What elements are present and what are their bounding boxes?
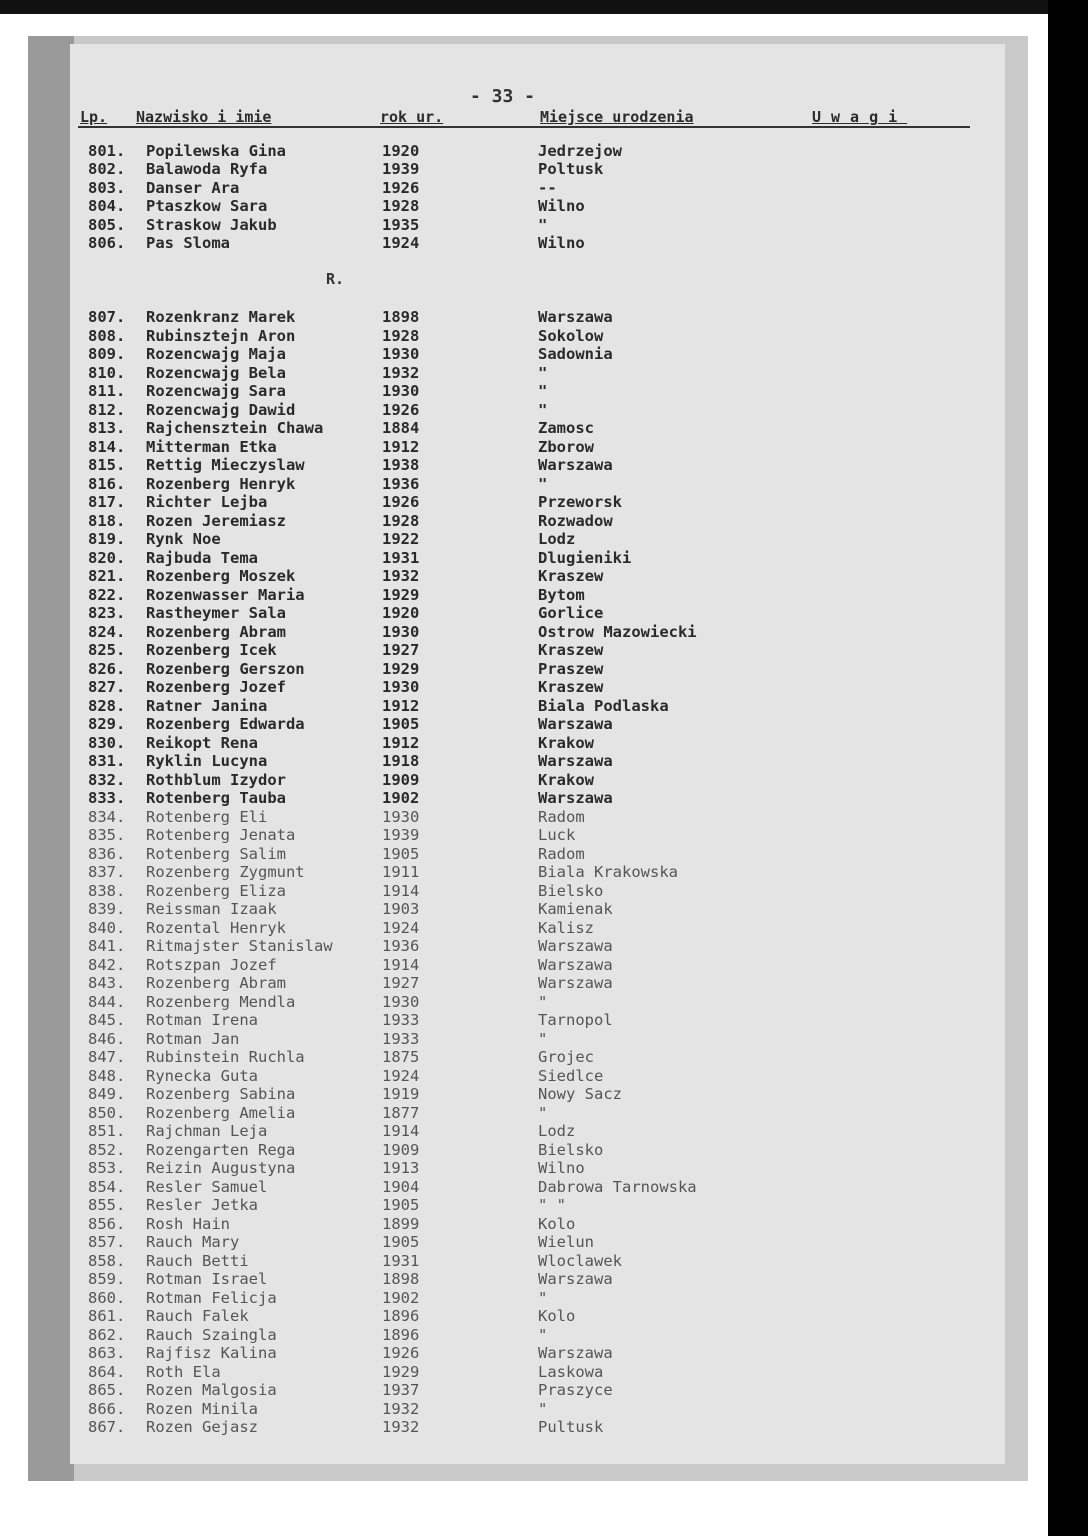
row-number: 832. — [88, 770, 126, 789]
birth-place: Przeworsk — [538, 493, 622, 511]
person-name: Reizin Augustyna — [146, 1159, 296, 1177]
row-number: 858. — [88, 1251, 126, 1270]
row-number: 809. — [88, 345, 126, 363]
birth-place: Biala Podlaska — [538, 696, 669, 715]
birth-place: Rozwadow — [538, 511, 613, 530]
birth-year: 1932 — [382, 567, 420, 585]
birth-year: 1932 — [382, 1418, 420, 1436]
header-no: Lp. — [80, 108, 108, 126]
birth-year: 1926 — [382, 400, 420, 419]
birth-place: Kraszew — [538, 678, 604, 696]
row-number: 835. — [88, 826, 126, 844]
birth-year: 1928 — [382, 197, 420, 216]
person-name: Rozencwajg Bela — [146, 363, 286, 382]
birth-year: 1924 — [382, 234, 420, 252]
birth-place: Bielsko — [538, 881, 604, 900]
person-name: Rotszpan Jozef — [146, 955, 277, 974]
birth-place: Laskowa — [538, 1362, 604, 1381]
row-number: 838. — [88, 881, 126, 900]
birth-place: Kamienak — [538, 900, 613, 918]
birth-year: 1896 — [382, 1325, 420, 1344]
row-number: 853. — [88, 1159, 126, 1177]
birth-year: 1927 — [382, 974, 420, 992]
birth-place: Warszawa — [538, 752, 613, 770]
birth-place: Kolo — [538, 1307, 576, 1325]
row-number: 833. — [88, 789, 126, 807]
birth-year: 1930 — [382, 678, 420, 696]
section-letter: R. — [326, 270, 345, 288]
person-name: Rajchensztein Chawa — [146, 419, 324, 437]
birth-year: 1905 — [382, 715, 420, 733]
birth-place: " — [538, 382, 548, 400]
birth-year: 1937 — [382, 1381, 420, 1399]
person-name: Rozen Malgosia — [146, 1381, 277, 1399]
birth-place: Krakow — [538, 770, 594, 789]
row-number: 844. — [88, 992, 126, 1011]
birth-place: Sokolow — [538, 326, 604, 345]
person-name: Ratner Janina — [146, 696, 268, 715]
row-number: 815. — [88, 456, 126, 474]
row-number: 819. — [88, 530, 126, 548]
birth-year: 1931 — [382, 548, 420, 567]
birth-place: Bytom — [538, 585, 585, 604]
birth-place: " — [538, 1103, 548, 1122]
birth-year: 1931 — [382, 1251, 420, 1270]
birth-place: Siedlce — [538, 1066, 604, 1085]
birth-year: 1913 — [382, 1159, 420, 1177]
birth-place: Radom — [538, 807, 585, 826]
person-name: Rajbuda Tema — [146, 548, 258, 567]
row-number: 834. — [88, 807, 126, 826]
person-name: Rozenberg Mendla — [146, 992, 296, 1011]
row-number: 829. — [88, 715, 126, 733]
row-number: 848. — [88, 1066, 126, 1085]
person-name: Rozen Gejasz — [146, 1418, 258, 1436]
row-number: 859. — [88, 1270, 126, 1288]
birth-year: 1933 — [382, 1011, 420, 1029]
person-name: Rettig Mieczyslaw — [146, 456, 305, 474]
row-number: 861. — [88, 1307, 126, 1325]
person-name: Reikopt Rena — [146, 733, 258, 752]
row-number: 822. — [88, 585, 126, 604]
birth-year: 1898 — [382, 308, 420, 326]
birth-year: 1918 — [382, 752, 420, 770]
row-number: 804. — [88, 197, 126, 216]
person-name: Ryklin Lucyna — [146, 752, 268, 770]
row-number: 830. — [88, 733, 126, 752]
birth-place: Lodz — [538, 1122, 576, 1140]
row-number: 810. — [88, 363, 126, 382]
birth-year: 1935 — [382, 215, 420, 234]
person-name: Rozenberg Moszek — [146, 567, 296, 585]
person-name: Rozenberg Abram — [146, 622, 286, 641]
person-name: Straskow Jakub — [146, 215, 277, 234]
birth-year: 1926 — [382, 493, 420, 511]
row-number: 855. — [88, 1196, 126, 1214]
birth-year: 1920 — [382, 604, 420, 622]
person-name: Rozental Henryk — [146, 918, 286, 937]
row-number: 842. — [88, 955, 126, 974]
person-name: Rozencwajg Sara — [146, 382, 286, 400]
birth-place: Krakow — [538, 733, 594, 752]
birth-year: 1929 — [382, 659, 420, 678]
birth-place: " — [538, 1029, 548, 1048]
birth-place: Kalisz — [538, 918, 594, 937]
person-name: Richter Lejba — [146, 493, 268, 511]
row-number: 849. — [88, 1085, 126, 1103]
person-name: Rotman Irena — [146, 1011, 258, 1029]
row-number: 854. — [88, 1177, 126, 1196]
birth-place: Kolo — [538, 1214, 576, 1233]
birth-year: 1939 — [382, 826, 420, 844]
header-name: Nazwisko i imie — [136, 108, 272, 126]
birth-year: 1896 — [382, 1307, 420, 1325]
birth-place: Wilno — [538, 234, 585, 252]
row-number: 840. — [88, 918, 126, 937]
birth-year: 1929 — [382, 585, 420, 604]
birth-year: 1902 — [382, 789, 420, 807]
birth-year: 1898 — [382, 1270, 420, 1288]
person-name: Rynk Noe — [146, 530, 221, 548]
birth-year: 1930 — [382, 345, 420, 363]
person-name: Rozenberg Jozef — [146, 678, 286, 696]
birth-year: 1930 — [382, 992, 420, 1011]
row-number: 813. — [88, 419, 126, 437]
person-name: Rothblum Izydor — [146, 770, 286, 789]
header-year: rok ur. — [380, 108, 444, 126]
birth-place: Warszawa — [538, 1344, 613, 1362]
birth-year: 1924 — [382, 918, 420, 937]
person-name: Rotenberg Tauba — [146, 789, 286, 807]
person-name: Rotenberg Eli — [146, 807, 268, 826]
birth-year: 1914 — [382, 1122, 420, 1140]
person-name: Rozenberg Amelia — [146, 1103, 296, 1122]
birth-place: Gorlice — [538, 604, 604, 622]
birth-place: Wilno — [538, 1159, 585, 1177]
birth-year: 1884 — [382, 419, 420, 437]
person-name: Rotman Felicja — [146, 1288, 277, 1307]
birth-year: 1909 — [382, 770, 420, 789]
row-number: 847. — [88, 1048, 126, 1066]
paper-left-edge — [28, 36, 74, 1481]
person-name: Rozenberg Eliza — [146, 881, 286, 900]
row-number: 818. — [88, 511, 126, 530]
person-name: Resler Samuel — [146, 1177, 268, 1196]
birth-year: 1875 — [382, 1048, 420, 1066]
birth-year: 1912 — [382, 733, 420, 752]
birth-place: Warszawa — [538, 1270, 613, 1288]
birth-place: Wilno — [538, 197, 585, 216]
birth-year: 1905 — [382, 1196, 420, 1214]
header-remarks: Uwagi — [812, 108, 908, 126]
row-number: 831. — [88, 752, 126, 770]
birth-place: Warszawa — [538, 974, 613, 992]
birth-place: Dabrowa Tarnowska — [538, 1177, 697, 1196]
person-name: Rotenberg Salim — [146, 844, 286, 863]
birth-place: " — [538, 1288, 548, 1307]
row-number: 843. — [88, 974, 126, 992]
person-name: Rauch Betti — [146, 1251, 249, 1270]
birth-place: Poltusk — [538, 160, 604, 179]
birth-year: 1932 — [382, 363, 420, 382]
person-name: Rozengarten Rega — [146, 1140, 296, 1159]
birth-place: Praszew — [538, 659, 604, 678]
person-name: Rozenberg Sabina — [146, 1085, 296, 1103]
birth-place: Lodz — [538, 530, 576, 548]
row-number: 857. — [88, 1233, 126, 1251]
row-number: 839. — [88, 900, 126, 918]
row-number: 823. — [88, 604, 126, 622]
birth-place: " — [538, 1325, 548, 1344]
person-name: Resler Jetka — [146, 1196, 258, 1214]
birth-place: Warszawa — [538, 955, 613, 974]
birth-year: 1936 — [382, 937, 420, 955]
person-name: Balawoda Ryfa — [146, 160, 268, 179]
birth-place: Nowy Sacz — [538, 1085, 622, 1103]
person-name: Danser Ara — [146, 178, 240, 197]
person-name: Reissman Izaak — [146, 900, 277, 918]
birth-place: " — [538, 363, 548, 382]
birth-place: Warszawa — [538, 789, 613, 807]
birth-year: 1930 — [382, 382, 420, 400]
birth-year: 1904 — [382, 1177, 420, 1196]
row-number: 802. — [88, 160, 126, 179]
row-number: 820. — [88, 548, 126, 567]
row-number: 856. — [88, 1214, 126, 1233]
person-name: Rotman Israel — [146, 1270, 268, 1288]
person-name: Rozenwasser Maria — [146, 585, 305, 604]
birth-year: 1936 — [382, 474, 420, 493]
row-number: 863. — [88, 1344, 126, 1362]
person-name: Rosh Hain — [146, 1214, 230, 1233]
row-number: 862. — [88, 1325, 126, 1344]
birth-year: 1926 — [382, 1344, 420, 1362]
birth-year: 1930 — [382, 622, 420, 641]
birth-place: Wloclawek — [538, 1251, 622, 1270]
birth-year: 1912 — [382, 437, 420, 456]
birth-year: 1932 — [382, 1399, 420, 1418]
scan-frame-top — [0, 0, 1088, 14]
birth-year: 1877 — [382, 1103, 420, 1122]
person-name: Popilewska Gina — [146, 142, 286, 160]
row-number: 841. — [88, 937, 126, 955]
person-name: Pas Sloma — [146, 234, 230, 252]
birth-place: Biala Krakowska — [538, 863, 678, 881]
birth-place: Praszyce — [538, 1381, 613, 1399]
birth-year: 1938 — [382, 456, 420, 474]
row-number: 826. — [88, 659, 126, 678]
person-name: Roth Ela — [146, 1362, 221, 1381]
row-number: 806. — [88, 234, 126, 252]
scan-frame-right — [1048, 0, 1088, 1536]
person-name: Rozencwajg Dawid — [146, 400, 296, 419]
row-number: 803. — [88, 178, 126, 197]
row-number: 845. — [88, 1011, 126, 1029]
row-number: 807. — [88, 308, 126, 326]
row-number: 825. — [88, 641, 126, 659]
birth-year: 1899 — [382, 1214, 420, 1233]
header-place: Miejsce urodzenia — [540, 108, 694, 126]
birth-year: 1926 — [382, 178, 420, 197]
birth-year: 1903 — [382, 900, 420, 918]
birth-place: Grojec — [538, 1048, 594, 1066]
birth-year: 1922 — [382, 530, 420, 548]
person-name: Mitterman Etka — [146, 437, 277, 456]
row-number: 817. — [88, 493, 126, 511]
person-name: Ritmajster Stanislaw — [146, 937, 333, 955]
person-name: Rozen Minila — [146, 1399, 258, 1418]
row-number: 824. — [88, 622, 126, 641]
row-number: 851. — [88, 1122, 126, 1140]
birth-place: " — [538, 992, 548, 1011]
row-number: 837. — [88, 863, 126, 881]
birth-year: 1911 — [382, 863, 420, 881]
birth-place: Dlugieniki — [538, 548, 632, 567]
birth-place: Zborow — [538, 437, 594, 456]
birth-year: 1905 — [382, 844, 420, 863]
person-name: Rubinsztejn Aron — [146, 326, 296, 345]
birth-place: Pultusk — [538, 1418, 604, 1436]
birth-place: Ostrow Mazowiecki — [538, 622, 697, 641]
birth-year: 1920 — [382, 142, 420, 160]
row-number: 812. — [88, 400, 126, 419]
person-name: Rozenkranz Marek — [146, 308, 296, 326]
birth-year: 1919 — [382, 1085, 420, 1103]
birth-place: Jedrzejow — [538, 142, 622, 160]
birth-year: 1928 — [382, 326, 420, 345]
person-name: Rajchman Leja — [146, 1122, 268, 1140]
row-number: 814. — [88, 437, 126, 456]
person-name: Rozen Jeremiasz — [146, 511, 286, 530]
birth-year: 1909 — [382, 1140, 420, 1159]
birth-place: Warszawa — [538, 308, 613, 326]
row-number: 811. — [88, 382, 126, 400]
birth-place: Wielun — [538, 1233, 594, 1251]
birth-place: Tarnopol — [538, 1011, 613, 1029]
birth-year: 1927 — [382, 641, 420, 659]
person-name: Rozenberg Edwarda — [146, 715, 305, 733]
person-name: Rotman Jan — [146, 1029, 240, 1048]
row-number: 801. — [88, 142, 126, 160]
row-number: 808. — [88, 326, 126, 345]
birth-year: 1930 — [382, 807, 420, 826]
birth-year: 1912 — [382, 696, 420, 715]
person-name: Rozenberg Icek — [146, 641, 277, 659]
birth-year: 1933 — [382, 1029, 420, 1048]
row-number: 846. — [88, 1029, 126, 1048]
birth-place: Warszawa — [538, 937, 613, 955]
row-number: 805. — [88, 215, 126, 234]
person-name: Rajfisz Kalina — [146, 1344, 277, 1362]
row-number: 865. — [88, 1381, 126, 1399]
row-number: 866. — [88, 1399, 126, 1418]
birth-year: 1914 — [382, 881, 420, 900]
birth-year: 1914 — [382, 955, 420, 974]
person-name: Rastheymer Sala — [146, 604, 286, 622]
row-number: 864. — [88, 1362, 126, 1381]
birth-year: 1939 — [382, 160, 420, 179]
birth-year: 1929 — [382, 1362, 420, 1381]
person-name: Rozencwajg Maja — [146, 345, 286, 363]
row-number: 850. — [88, 1103, 126, 1122]
person-name: Ptaszkow Sara — [146, 197, 268, 216]
row-number: 821. — [88, 567, 126, 585]
row-number: 860. — [88, 1288, 126, 1307]
row-number: 816. — [88, 474, 126, 493]
birth-place: Kraszew — [538, 641, 604, 659]
birth-place: " — [538, 1399, 548, 1418]
birth-place: Bielsko — [538, 1140, 604, 1159]
person-name: Rotenberg Jenata — [146, 826, 296, 844]
person-name: Rozenberg Zygmunt — [146, 863, 305, 881]
person-name: Rozenberg Henryk — [146, 474, 296, 493]
birth-place: Sadownia — [538, 345, 613, 363]
birth-place: -- — [538, 178, 557, 197]
person-name: Rauch Mary — [146, 1233, 240, 1251]
row-number: 827. — [88, 678, 126, 696]
birth-year: 1928 — [382, 511, 420, 530]
header-rule — [78, 126, 970, 128]
person-name: Rynecka Guta — [146, 1066, 258, 1085]
row-number: 836. — [88, 844, 126, 863]
birth-place: " — [538, 474, 548, 493]
birth-year: 1905 — [382, 1233, 420, 1251]
birth-place: Radom — [538, 844, 585, 863]
page-number: - 33 - — [470, 86, 536, 107]
birth-place: Zamosc — [538, 419, 594, 437]
birth-place: Warszawa — [538, 456, 613, 474]
birth-place: " " — [538, 1196, 566, 1214]
birth-place: " — [538, 215, 548, 234]
row-number: 828. — [88, 696, 126, 715]
birth-place: Luck — [538, 826, 576, 844]
row-number: 867. — [88, 1418, 126, 1436]
birth-place: " — [538, 400, 548, 419]
person-name: Rubinstein Ruchla — [146, 1048, 305, 1066]
row-number: 852. — [88, 1140, 126, 1159]
person-name: Rauch Szaingla — [146, 1325, 277, 1344]
birth-year: 1902 — [382, 1288, 420, 1307]
birth-place: Warszawa — [538, 715, 613, 733]
birth-place: Kraszew — [538, 567, 604, 585]
person-name: Rozenberg Gerszon — [146, 659, 305, 678]
birth-year: 1924 — [382, 1066, 420, 1085]
person-name: Rozenberg Abram — [146, 974, 286, 992]
person-name: Rauch Falek — [146, 1307, 249, 1325]
